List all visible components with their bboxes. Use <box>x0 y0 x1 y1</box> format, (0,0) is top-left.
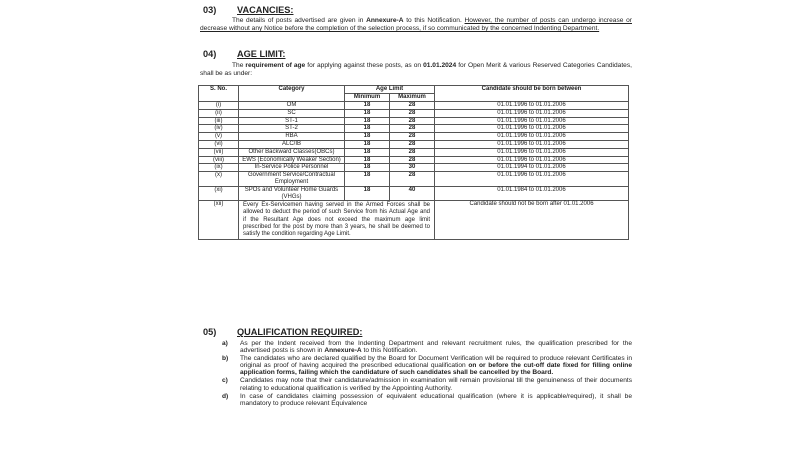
row-category: RBA <box>239 133 345 141</box>
row-born-between: 01.01.1996 to 01.01.2006 <box>435 156 629 164</box>
section-number: 03) <box>203 5 217 15</box>
row-min-age: 18 <box>345 172 390 187</box>
row-max-age: 28 <box>390 125 435 133</box>
row-category: ST-1 <box>239 117 345 125</box>
row-max-age: 30 <box>390 164 435 172</box>
row-born-between: 01.01.1996 to 01.01.2006 <box>435 140 629 148</box>
row-min-age: 18 <box>345 186 390 201</box>
header-born-between: Candidate should be born between <box>435 86 629 102</box>
row-min-age: 18 <box>345 156 390 164</box>
row-min-age: 18 <box>345 125 390 133</box>
qualification-list <box>222 340 632 408</box>
age-limit-table <box>198 85 629 240</box>
row-born-between: 01.01.1994 to 01.01.2006 <box>435 164 629 172</box>
row-sno: (vi) <box>199 140 239 148</box>
section-title: VACANCIES: <box>237 5 294 15</box>
table-row <box>199 102 629 110</box>
row-category: ALC/IB <box>239 140 345 148</box>
section-heading-qualification <box>203 327 362 337</box>
table-body <box>199 102 629 201</box>
row-sno: (iii) <box>199 117 239 125</box>
list-item-label: d) <box>222 392 229 400</box>
header-minimum: Minimum <box>345 94 390 102</box>
row-born-between: 01.01.1996 to 01.01.2006 <box>435 148 629 156</box>
table-row <box>199 156 629 164</box>
row-born-between: Candidate should not be born after 01.01.2006 <box>435 201 629 239</box>
list-item <box>222 355 632 376</box>
ex-servicemen-note: Every Ex-Servicemen having served in the Armed Forces shall be allowed to deduct the period of such Service from his Actual Age and if the Resultant Age does not exceed the maximum age limit prescribed for the post by more than 3 years, he shall be deemed to satisfy the condition regarding Age Limit. <box>239 201 435 239</box>
section-title: AGE LIMIT: <box>237 49 286 59</box>
row-max-age: 28 <box>390 117 435 125</box>
row-category: OM <box>239 102 345 110</box>
row-max-age: 28 <box>390 148 435 156</box>
age-intro-paragraph: The requirement of age for applying against these posts, as on 01.01.2024 for Open Merit & various Reserved Categories Candidates, shall be as under: <box>200 62 632 77</box>
list-item-text: As per the Indent received from the Indenting Department and relevant recruitment rules, the qualification prescribed for the advertised posts is shown in Annexure-A to this Notification. <box>240 340 632 355</box>
row-max-age: 28 <box>390 109 435 117</box>
row-born-between: 01.01.1996 to 01.01.2006 <box>435 172 629 187</box>
row-min-age: 18 <box>345 133 390 141</box>
row-category: ST-2 <box>239 125 345 133</box>
row-min-age: 18 <box>345 109 390 117</box>
list-item <box>222 340 632 354</box>
row-min-age: 18 <box>345 164 390 172</box>
row-max-age: 28 <box>390 140 435 148</box>
section-number: 04) <box>203 49 217 59</box>
list-item-text: The candidates who are declared qualified by the Board for Document Verification will be required to produce relevant Certificates in original as proof of having acquired the prescribed educational qualification on or before the cut-off date fixed for filling online application forms, failing which the candidature of such candidates shall be cancelled by the Board. <box>240 355 632 377</box>
section-heading-age-limit <box>203 49 285 59</box>
row-sno: (vii) <box>199 148 239 156</box>
row-category: SC <box>239 109 345 117</box>
row-sno: (xi) <box>199 186 239 201</box>
row-sno: (x) <box>199 172 239 187</box>
row-category: Other Backward Classes(OBCs) <box>239 148 345 156</box>
row-max-age: 28 <box>390 133 435 141</box>
table-header-row <box>199 86 629 94</box>
vacancies-paragraph: The details of posts advertised are given in Annexure-A to this Notification. However, the number of posts can undergo increase or decrease without any Notice before the completion of the selection process, if so communicated by the concerned Indenting Department. <box>200 17 632 32</box>
section-number: 05) <box>203 327 217 337</box>
table-row <box>199 117 629 125</box>
row-category: SPOs and Volunteer Home Guards (VHGs) <box>239 186 345 201</box>
row-category: EWS (Economically Weaker Section) <box>239 156 345 164</box>
row-sno: (ii) <box>199 109 239 117</box>
row-min-age: 18 <box>345 117 390 125</box>
row-max-age: 28 <box>390 172 435 187</box>
table-row <box>199 125 629 133</box>
row-max-age: 28 <box>390 102 435 110</box>
header-sno: S. No. <box>199 86 239 102</box>
section-heading-vacancies <box>203 5 294 15</box>
section-title: QUALIFICATION REQUIRED: <box>237 327 363 337</box>
row-born-between: 01.01.1996 to 01.01.2006 <box>435 133 629 141</box>
table-row <box>199 172 629 187</box>
table-row <box>199 140 629 148</box>
table-row <box>199 164 629 172</box>
row-min-age: 18 <box>345 102 390 110</box>
row-born-between: 01.01.1996 to 01.01.2006 <box>435 125 629 133</box>
list-item-label: b) <box>222 355 229 363</box>
table-row-ex-servicemen <box>199 201 629 239</box>
table-body-last <box>199 201 629 239</box>
row-category: In-Service Police Personnel <box>239 164 345 172</box>
row-born-between: 01.01.1996 to 01.01.2006 <box>435 117 629 125</box>
header-maximum: Maximum <box>390 94 435 102</box>
row-category: Government Service/Contractual Employment <box>239 172 345 187</box>
table-row <box>199 109 629 117</box>
list-item <box>222 377 632 391</box>
row-sno: (iv) <box>199 125 239 133</box>
list-item-label: a) <box>222 340 228 347</box>
header-category: Category <box>239 86 345 102</box>
row-max-age: 28 <box>390 156 435 164</box>
list-item <box>222 393 632 407</box>
list-item-label: c) <box>222 377 228 385</box>
row-born-between: 01.01.1984 to 01.01.2006 <box>435 186 629 201</box>
row-born-between: 01.01.1996 to 01.01.2006 <box>435 109 629 117</box>
table-row <box>199 148 629 156</box>
row-min-age: 18 <box>345 148 390 156</box>
row-min-age: 18 <box>345 140 390 148</box>
row-sno: (xii) <box>199 201 239 239</box>
row-sno: (ix) <box>199 164 239 172</box>
table-row <box>199 133 629 141</box>
row-sno: (viii) <box>199 156 239 164</box>
row-sno: (v) <box>199 133 239 141</box>
row-max-age: 40 <box>390 186 435 201</box>
list-item-text: In case of candidates claiming possession of equivalent educational qualification (where it is applicable/required), it shall be mandatory to produce relevant Equivalence <box>240 392 632 407</box>
row-sno: (i) <box>199 102 239 110</box>
table-row <box>199 186 629 201</box>
header-age-limit: Age Limit <box>345 86 435 94</box>
list-item-text: Candidates may note that their candidature/admission in examination will remain provisional till the genuineness of their documents relating to educational qualification is verified by the Appointing Authority. <box>240 377 632 392</box>
row-born-between: 01.01.1996 to 01.01.2006 <box>435 102 629 110</box>
